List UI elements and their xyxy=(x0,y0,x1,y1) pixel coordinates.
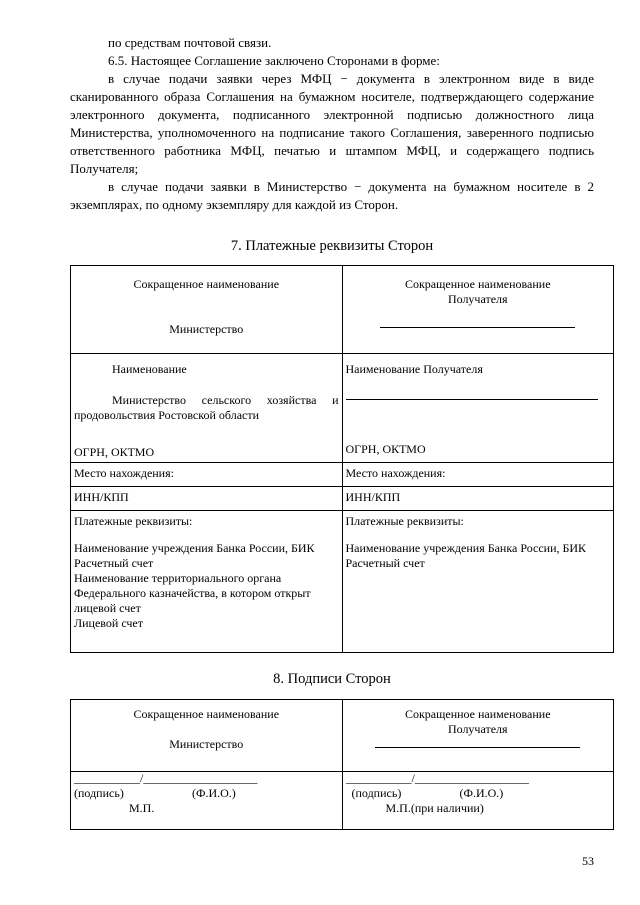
right-signature-caption: (подпись) xyxy=(351,786,402,800)
paragraph-2: 6.5. Настоящее Соглашение заключено Сторонами в форме: xyxy=(108,53,440,68)
sig-ministry: Министерство xyxy=(169,737,244,751)
sig-short-name-label: Сокращенное наименование xyxy=(133,707,280,721)
document-page xyxy=(70,34,594,830)
left-signature-name-cell xyxy=(71,700,343,772)
right-payment-label: Платежные реквизиты: xyxy=(345,514,464,528)
payment-details-table xyxy=(70,265,614,653)
sig-recipient-line xyxy=(375,747,580,748)
signatures-table xyxy=(70,699,614,830)
ministry-short-name: Министерство xyxy=(169,322,244,336)
section-8-title: 8. Подписи Сторон xyxy=(273,671,391,687)
right-location: Место нахождения: xyxy=(342,463,614,487)
right-signature-name-cell xyxy=(342,700,614,772)
page-number: 53 xyxy=(582,854,594,868)
right-payment-cell xyxy=(342,511,614,653)
name-label: Наименование xyxy=(112,362,187,376)
paragraph-1: по средствам почтовой связи. xyxy=(108,35,272,50)
ministry-full-name: Министерство сельского хозяйства и продовольствия Ростовской области xyxy=(74,393,339,422)
section-7-title: 7. Платежные реквизиты Сторон xyxy=(230,238,434,254)
left-payment-label: Платежные реквизиты: xyxy=(74,514,193,528)
right-inn: ИНН/КПП xyxy=(342,487,614,511)
left-sign-captions xyxy=(74,786,339,801)
right-account: Расчетный счет xyxy=(345,556,425,570)
left-account: Расчетный счет xyxy=(74,556,154,570)
left-payment-cell xyxy=(71,511,343,653)
recipient-name-label: Наименование Получателя xyxy=(345,362,483,376)
left-fio-caption: (Ф.И.О.) xyxy=(192,786,236,800)
paragraph-3: в случае подачи заявки через МФЦ − документа в электронном виде в виде сканированного образа Соглашения на бумажном носителе, подтверждающего содержание электронного документа, подписанного электронной подписью должностного лица Министерства, уполномоченного на подписание такого Соглашения, заверенного подписью ответственного работника МФЦ, печатью и штампом МФЦ, и содержащего подпись Получателя; xyxy=(70,71,594,176)
left-signature-cell xyxy=(71,772,343,830)
recipient-short-name-line xyxy=(380,327,575,328)
right-mp: М.П.(при наличии) xyxy=(385,801,484,815)
left-personal-account: Лицевой счет xyxy=(74,616,144,630)
left-location: Место нахождения: xyxy=(71,463,343,487)
left-signature-caption: (подпись) xyxy=(74,786,124,800)
paragraph-4: в случае подачи заявки в Министерство − документа на бумажном носителе в 2 экземплярах, по одному экземпляру для каждой из Сторон. xyxy=(70,179,594,212)
left-bank: Наименование учреждения Банка России, БИК xyxy=(74,541,315,555)
short-name-label: Сокращенное наименование xyxy=(133,277,280,291)
right-short-name-cell xyxy=(342,266,614,354)
right-sign-captions xyxy=(346,786,611,801)
left-sign-line: ___________/___________________ xyxy=(74,771,258,785)
right-signature-cell xyxy=(342,772,614,830)
left-short-name-cell xyxy=(71,266,343,354)
recipient-name-line xyxy=(346,399,598,400)
right-bank: Наименование учреждения Банка России, БИК xyxy=(345,541,587,555)
right-sign-line: ___________/___________________ xyxy=(345,771,529,785)
right-ogrn-label: ОГРН, ОКТМО xyxy=(345,442,426,456)
right-name-cell xyxy=(342,354,614,463)
short-name-recipient-label: Сокращенное наименование Получателя xyxy=(404,277,551,306)
sig-short-name-recipient-label: Сокращенное наименование Получателя xyxy=(404,707,551,736)
left-ogrn-label: ОГРН, ОКТМО xyxy=(74,445,155,459)
left-name-cell xyxy=(71,354,343,463)
left-treasury: Наименование территориального органа Федерального казначейства, в котором открыт лицевой счет xyxy=(74,571,311,615)
right-fio-caption: (Ф.И.О.) xyxy=(459,786,504,800)
left-inn: ИНН/КПП xyxy=(71,487,343,511)
left-mp: М.П. xyxy=(129,801,155,815)
